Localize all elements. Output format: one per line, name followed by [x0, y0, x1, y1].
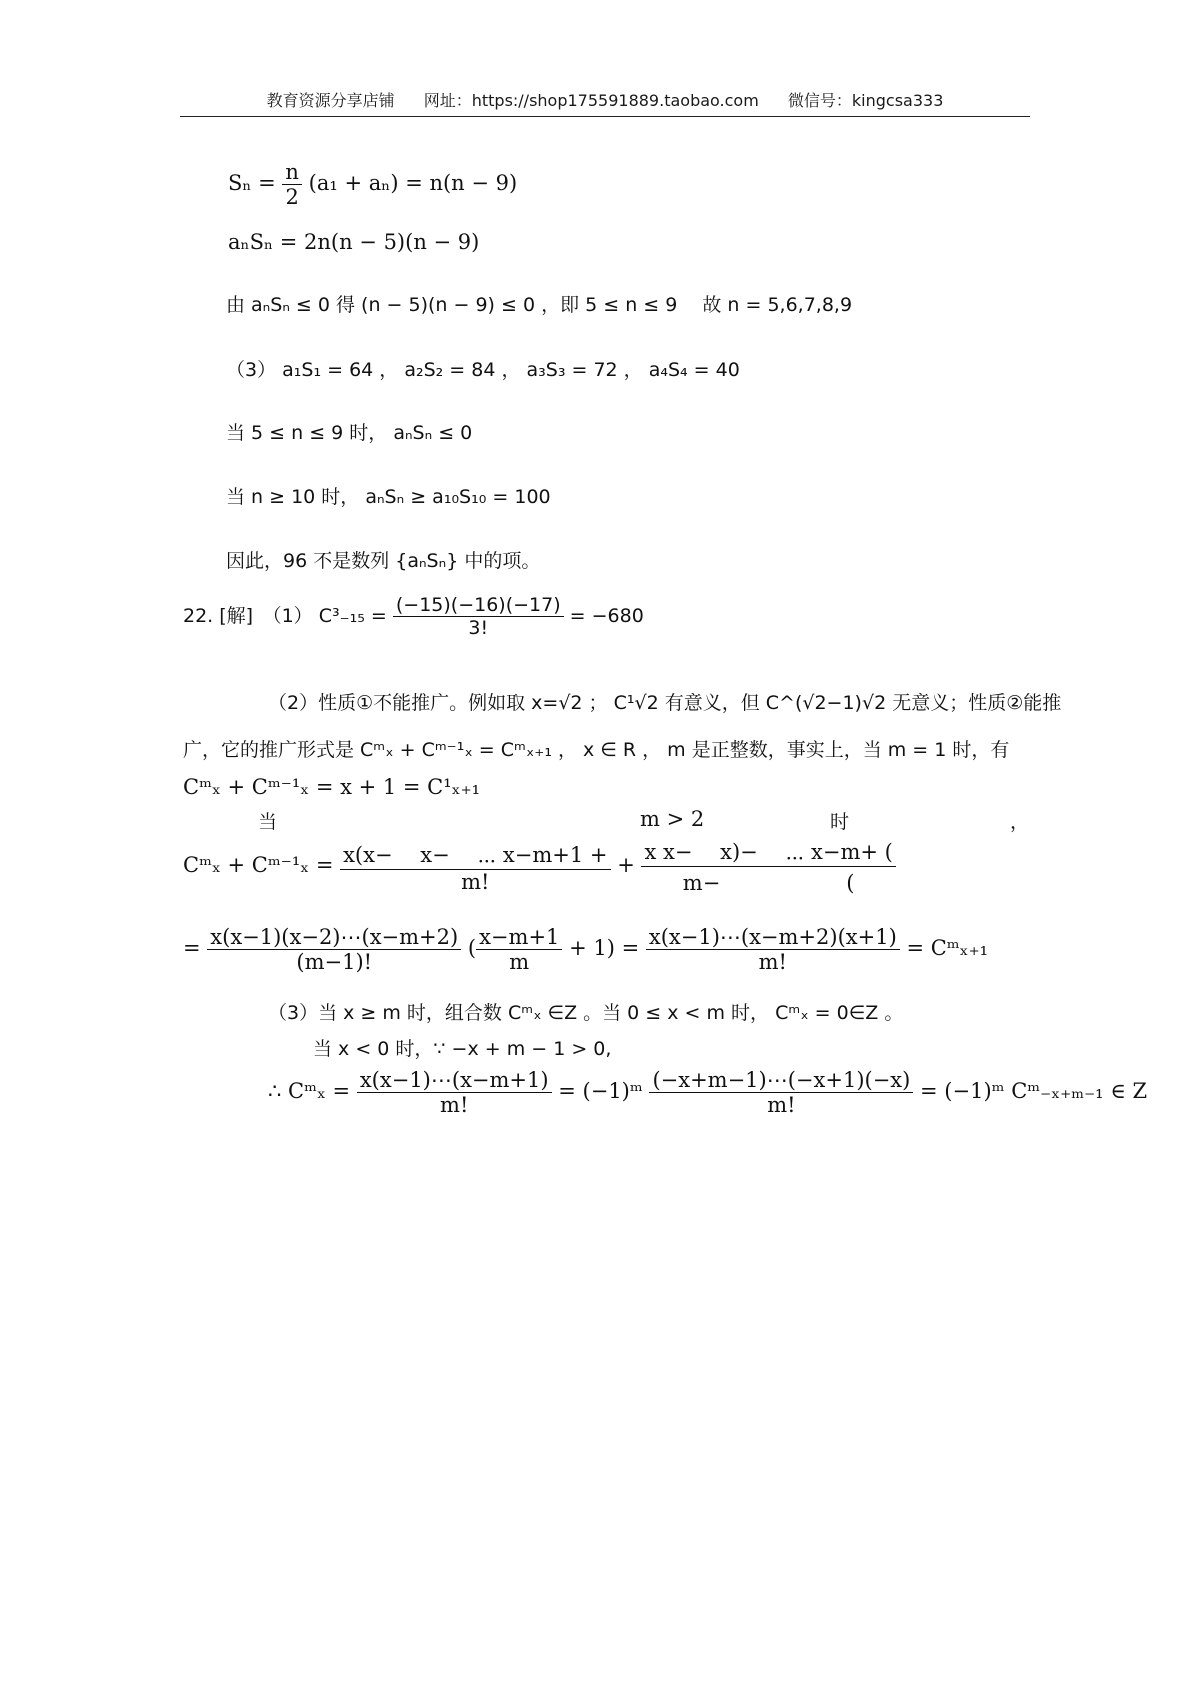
part2-property1: （2）性质①不能推广。例如取 x=√2 ； C¹√2 有意义，但 C^(√2−1)√2 无意义；性质②能推	[268, 692, 1062, 714]
negative-case-derivation: ∴ Cᵐₓ = $\frac{x(x-1)\cdots(x-m+1)}{m!}$ = (−1)ᵐ $\frac{(-x+m-1)\cdots(-x+1)(-x)}{m!}$ = (−1)ᵐ Cᵐ₋ₓ₊ₘ₋₁ ∈ Z	[268, 1068, 1148, 1117]
formula-sn: Sₙ = $\frac{n}{2}$ (a₁ + aₙ) = n(n − 9)	[228, 160, 518, 209]
case-x-negative: 当 x < 0 时，∵ −x + m − 1 > 0,	[313, 1038, 612, 1060]
part3-values: （3） a₁S₁ = 64 ， a₂S₂ = 84 ， a₃S₃ = 72 ， a₄S₄ = 40	[226, 359, 740, 381]
when-label: 当	[258, 811, 278, 833]
fraction-c: $\frac{x(x-1)(x-2)\cdots(x-m+2)}{(m-1)!}$	[207, 925, 461, 974]
header-shop: 教育资源分享店铺	[266, 91, 395, 110]
fraction-n-over-2: $\frac{n}{2}$	[282, 160, 302, 209]
comma: ，	[1010, 811, 1030, 833]
fraction-g: $\frac{(-x+m-1)\cdots(-x+1)(-x)}{m!}$	[649, 1068, 913, 1117]
case-n-ge-10: 当 n ≥ 10 时， aₙSₙ ≥ a₁₀S₁₀ = 100	[226, 486, 551, 508]
fraction-d: $\frac{x-m+1}{m}$	[476, 925, 562, 974]
time-label: 时	[830, 811, 850, 833]
sum-simplified: = $\frac{x(x-1)(x-2)\cdots(x-m+2)}{(m-1)!}$ ( $\frac{x-m+1}{m}$ + 1) = $\frac{x(x-1)\cdots(x-m+2)(x+1)}{m!}$ = Cᵐₓ₊₁	[183, 925, 989, 974]
case-m-equals-1: Cᵐₓ + Cᵐ⁻¹ₓ = x + 1 = C¹ₓ₊₁	[183, 775, 481, 799]
case-5-to-9: 当 5 ≤ n ≤ 9 时， aₙSₙ ≤ 0	[226, 422, 473, 444]
fraction-b: $\frac{\text{x x− x)− ⋯ x−m+ (}}{m- (}$	[641, 836, 895, 897]
fraction-f: $\frac{x(x-1)\cdots(x-m+1)}{m!}$	[357, 1068, 552, 1117]
part3-integer-cases: （3）当 x ≥ m 时，组合数 Cᵐₓ ∈Z 。当 0 ≤ x < m 时， Cᵐₓ = 0∈Z 。	[268, 1002, 904, 1024]
part2-generalization: 广，它的推广形式是 Cᵐₓ + Cᵐ⁻¹ₓ = Cᵐₓ₊₁ ， x ∈ R ， m 是正整数，事实上，当 m = 1 时，有	[183, 739, 1010, 761]
problem-22-part1: 22. [解] （1） C³₋₁₅ = $\frac{(-15)(-16)(-17)}{3!}$ = −680	[183, 594, 644, 639]
formula-an-sn: aₙSₙ = 2n(n − 5)(n − 9)	[228, 230, 480, 254]
conclusion-96: 因此，96 不是数列 {aₙSₙ} 中的项。	[226, 550, 541, 572]
fraction-c-minus15: $\frac{(-15)(-16)(-17)}{3!}$	[393, 594, 564, 639]
sum-expansion: Cᵐₓ + Cᵐ⁻¹ₓ = $\frac{x(x- x- \cdots x-m+1 +}{m!}$ + $\frac{\text{x x− x)− ⋯ x−m+ (}}{m- (}$	[183, 836, 896, 897]
condition-m-gt-2: m > 2	[640, 807, 705, 831]
header-wechat: 微信号：kingcsa333	[787, 91, 944, 110]
fraction-e: $\frac{x(x-1)\cdots(x-m+2)(x+1)}{m!}$	[646, 925, 900, 974]
header-rule	[180, 116, 1030, 117]
header-url: 网址：https://shop175591889.taobao.com	[423, 91, 759, 110]
fraction-a: $\frac{x(x- x- \cdots x-m+1 +}{m!}$	[340, 839, 610, 894]
inequality-solution: 由 aₙSₙ ≤ 0 得 (n − 5)(n − 9) ≤ 0 ，即 5 ≤ n ≤ 9 故 n = 5,6,7,8,9	[226, 294, 853, 316]
page-header	[180, 88, 1030, 111]
